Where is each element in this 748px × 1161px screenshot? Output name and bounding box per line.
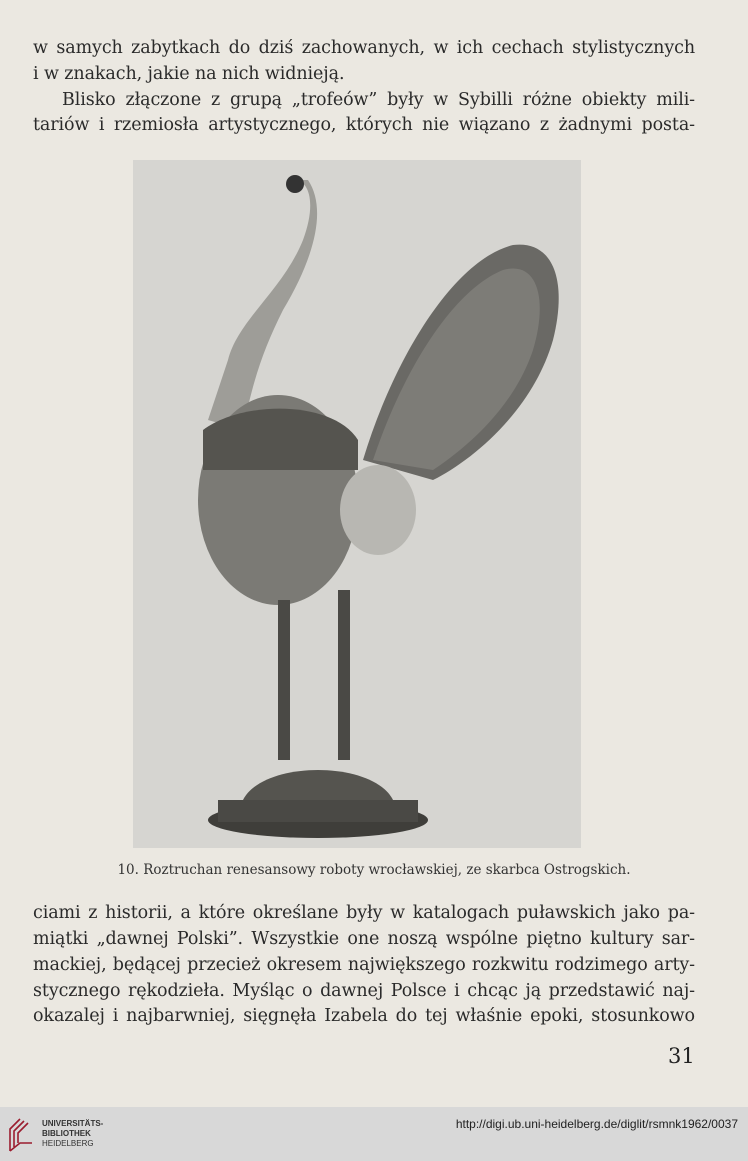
logo-line: UNIVERSITÄTS- [42,1119,104,1128]
library-name [42,1119,103,1149]
page-number: 31 [668,1044,695,1068]
footer-bar [0,1107,748,1161]
text-line: ciami z historii, a które określane były w katalogach puławskich jako pa- [33,903,695,923]
heidelberg-library-logo-icon [6,1115,34,1155]
text-line: okazalej i najbarwniej, sięgnęła Izabela do tej właśnie epoki, stosunkowo [33,1006,695,1026]
text-line: mackiej, będącej przecież okresem największego rozkwitu rodzimego arty- [33,955,695,975]
text-line: stycznego rękodzieła. Myśląc o dawnej Polsce i chcąc ją przedstawić naj- [33,981,695,1001]
figure-caption: 10. Roztruchan renesansowy roboty wrocławskiej, ze skarbca Ostrogskich. [117,862,631,878]
logo-line: BIBLIOTHEK [42,1129,91,1138]
text-line: w samych zabytkach do dziś zachowanych, w ich cechach stylistycznych [33,38,695,58]
text-line: miątki „dawnej Polski”. Wszystkie one noszą wspólne piętno kultury sar- [33,929,695,949]
logo-line: HEIDELBERG [42,1139,94,1148]
text-line: tariów i rzemiosła artystycznego, których nie wiązano z żadnymi posta- [33,115,695,135]
text-line: Blisko złączone z grupą „trofeów” były w Sybilli różne obiekty mili- [62,90,695,110]
source-url-link[interactable]: http://digi.ub.uni-heidelberg.de/diglit/rsmnk1962/0037 [455,1117,738,1131]
text-line: i w znakach, jakie na nich widnieją. [33,64,345,84]
figure-photo-peacock-goblet [133,160,581,848]
